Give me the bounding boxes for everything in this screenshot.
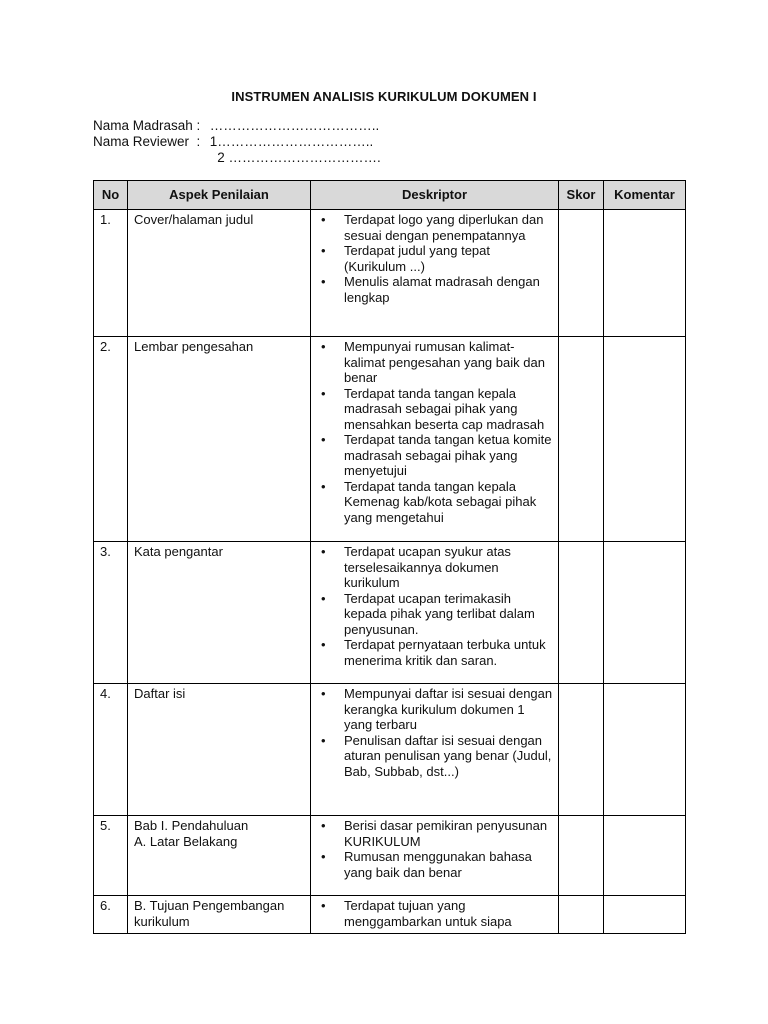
deskriptor-list — [317, 212, 554, 305]
reviewer-value-1: 1…………………………….. — [206, 134, 374, 149]
deskriptor-item: • Mempunyai daftar isi sesuai dengan kerangka kurikulum dokumen 1 yang terbaru — [317, 686, 554, 733]
row-number: 3. — [94, 542, 128, 684]
deskriptor-cell — [311, 684, 559, 816]
table-row — [94, 816, 686, 896]
header-komentar: Komentar — [604, 181, 686, 210]
table-row — [94, 210, 686, 337]
row-number: 1. — [94, 210, 128, 337]
deskriptor-list — [317, 898, 554, 929]
deskriptor-item: • Penulisan daftar isi sesuai dengan aturan penulisan yang benar (Judul, Bab, Subbab, dst...) — [317, 733, 554, 780]
deskriptor-cell — [311, 542, 559, 684]
deskriptor-cell — [311, 816, 559, 896]
deskriptor-item: • Terdapat ucapan terimakasih kepada pihak yang terlibat dalam penyusunan. — [317, 591, 554, 638]
document-title: INSTRUMEN ANALISIS KURIKULUM DOKUMEN I — [231, 89, 537, 104]
deskriptor-item: • Berisi dasar pemikiran penyusunan KURIKULUM — [317, 818, 554, 849]
deskriptor-item: • Terdapat tanda tangan ketua komite madrasah sebagai pihak yang menyetujui — [317, 432, 554, 479]
reviewer-row-2 — [93, 150, 381, 166]
aspek-line: B. Tujuan Pengembangan — [134, 898, 285, 913]
aspek-line: A. Latar Belakang — [134, 833, 238, 849]
madrasah-row — [93, 118, 381, 134]
row-number: 6. — [94, 896, 128, 934]
table-row — [94, 337, 686, 542]
aspek-cell — [128, 896, 311, 934]
madrasah-value: ……………………………….. — [206, 118, 380, 133]
aspek-cell — [128, 337, 311, 542]
deskriptor-list — [317, 544, 554, 668]
deskriptor-cell — [311, 210, 559, 337]
komentar-cell[interactable] — [604, 210, 686, 337]
deskriptor-item: • Terdapat judul yang tepat (Kurikulum ...) — [317, 243, 554, 274]
skor-cell[interactable] — [559, 542, 604, 684]
aspek-cell — [128, 542, 311, 684]
aspek-line: Cover/halaman judul — [134, 212, 254, 227]
komentar-cell[interactable] — [604, 542, 686, 684]
deskriptor-item: • Terdapat ucapan syukur atas terselesaikannya dokumen kurikulum — [317, 544, 554, 591]
skor-cell[interactable] — [559, 684, 604, 816]
header-skor: Skor — [559, 181, 604, 210]
reviewer-row — [93, 134, 381, 150]
table-row — [94, 542, 686, 684]
aspek-cell — [128, 816, 311, 896]
deskriptor-cell — [311, 337, 559, 542]
skor-cell[interactable] — [559, 816, 604, 896]
skor-cell[interactable] — [559, 210, 604, 337]
skor-cell[interactable] — [559, 337, 604, 542]
header-deskriptor: Deskriptor — [311, 181, 559, 210]
row-number: 4. — [94, 684, 128, 816]
aspek-line: Bab I. Pendahuluan — [134, 818, 249, 833]
deskriptor-item: • Terdapat tanda tangan kepala madrasah sebagai pihak yang mensahkan beserta cap madrasah — [317, 386, 554, 433]
aspek-line: kurikulum — [134, 913, 190, 929]
table-row — [94, 684, 686, 816]
komentar-cell[interactable] — [604, 896, 686, 934]
row-number: 2. — [94, 337, 128, 542]
reviewer-label-spacer — [93, 150, 206, 166]
deskriptor-cell — [311, 896, 559, 934]
reviewer-label: Nama Reviewer : — [93, 134, 201, 149]
deskriptor-item: • Menulis alamat madrasah dengan lengkap — [317, 274, 554, 305]
deskriptor-item: • Terdapat logo yang diperlukan dan sesuai dengan penempatannya — [317, 212, 554, 243]
deskriptor-list — [317, 818, 554, 880]
deskriptor-item: • Mempunyai rumusan kalimat-kalimat pengesahan yang baik dan benar — [317, 339, 554, 386]
skor-cell[interactable] — [559, 896, 604, 934]
aspek-line: Kata pengantar — [134, 544, 223, 559]
komentar-cell[interactable] — [604, 816, 686, 896]
assessment-table — [93, 180, 686, 934]
deskriptor-item: • Rumusan menggunakan bahasa yang baik dan benar — [317, 849, 554, 880]
deskriptor-item: • Terdapat tujuan yang menggambarkan untuk siapa — [317, 898, 554, 929]
row-number: 5. — [94, 816, 128, 896]
aspek-line: Daftar isi — [134, 686, 186, 701]
reviewer-value-2: 2 ……………………………. — [206, 150, 381, 165]
deskriptor-list — [317, 686, 554, 779]
deskriptor-item: • Terdapat pernyataan terbuka untuk menerima kritik dan saran. — [317, 637, 554, 668]
document-meta — [93, 118, 381, 166]
header-no: No — [94, 181, 128, 210]
table-row — [94, 896, 686, 934]
komentar-cell[interactable] — [604, 684, 686, 816]
madrasah-label: Nama Madrasah : — [93, 118, 201, 133]
deskriptor-list — [317, 339, 554, 525]
aspek-line: Lembar pengesahan — [134, 339, 254, 354]
header-aspek: Aspek Penilaian — [128, 181, 311, 210]
aspek-cell — [128, 210, 311, 337]
table-header-row — [94, 181, 686, 210]
aspek-cell — [128, 684, 311, 816]
komentar-cell[interactable] — [604, 337, 686, 542]
deskriptor-item: • Terdapat tanda tangan kepala Kemenag kab/kota sebagai pihak yang mengetahui — [317, 479, 554, 526]
